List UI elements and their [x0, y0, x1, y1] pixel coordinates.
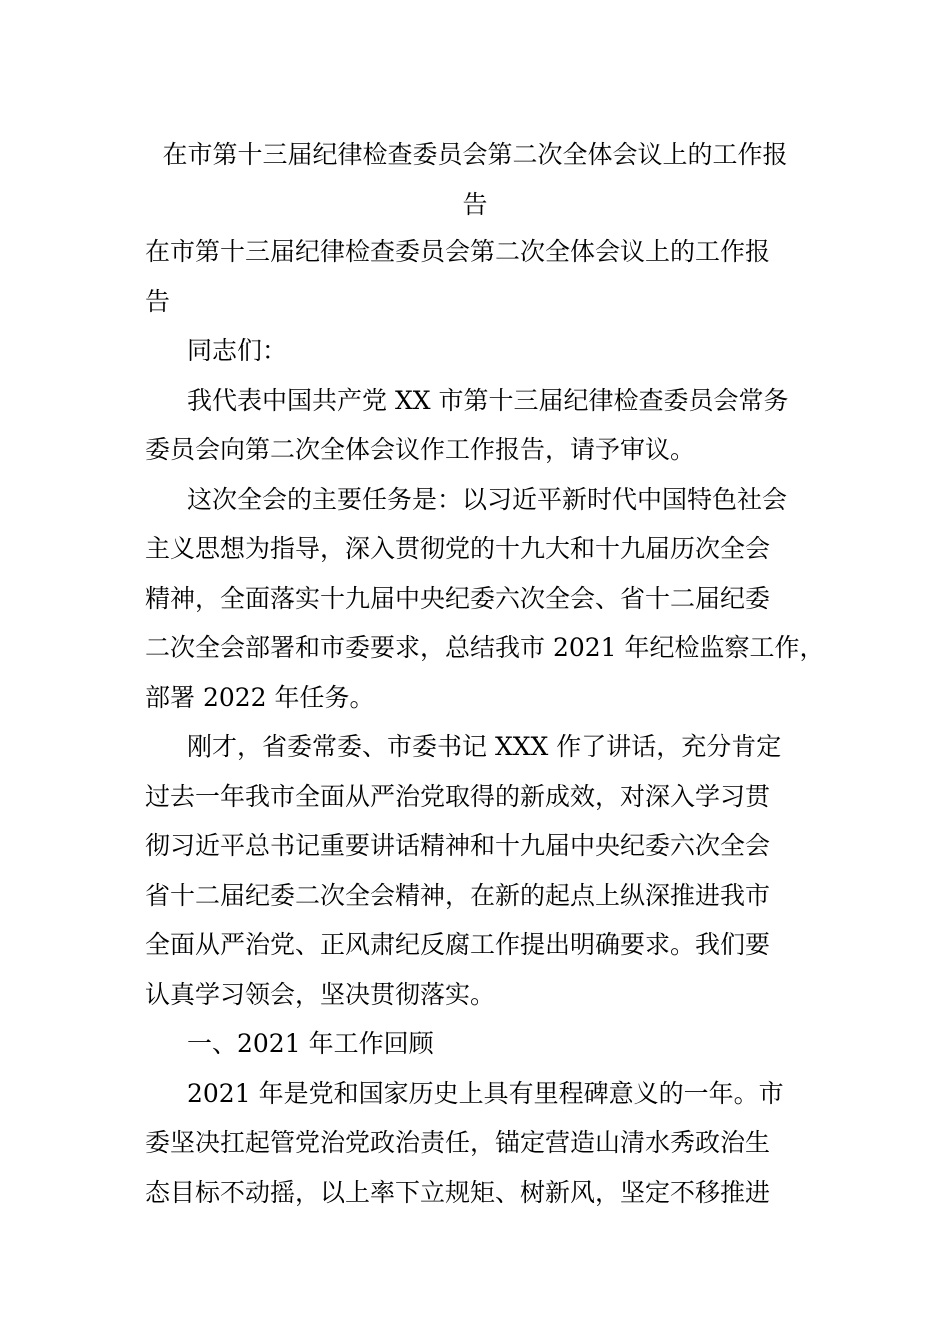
paragraph-line: 彻习近平总书记重要讲话精神和十九届中央纪委六次全会: [145, 831, 771, 860]
paragraph-line: 态目标不动摇，以上率下立规矩、树新风，坚定不移推进: [145, 1177, 771, 1207]
paragraph-line: 刚才，省委常委、市委书记 XXX 作了讲话，充分肯定: [187, 732, 782, 761]
section-heading: [145, 1019, 825, 1069]
paragraph-4: [145, 1069, 825, 1218]
document-title: [140, 130, 810, 229]
paragraph-line: 我代表中国共产党 XX 市第十三届纪律检查委员会常务: [187, 385, 789, 415]
subtitle: [145, 227, 825, 326]
paragraph-line: 这次全会的主要任务是：以习近平新时代中国特色社会: [187, 484, 788, 514]
paragraph-1: [145, 376, 825, 475]
subtitle-line: 在市第十三届纪律检查委员会第二次全体会议上的工作报: [145, 237, 771, 266]
paragraph-line: 精神，全面落实十九届中央纪委六次全会、省十二届纪委: [145, 583, 771, 613]
salutation-line: 同志们：: [187, 336, 288, 365]
title-line: 在市第十三届纪律检查委员会第二次全体会议上的工作报: [162, 140, 788, 169]
paragraph-line: 委员会向第二次全体会议作工作报告，请予审议。: [145, 435, 696, 464]
paragraph-line: 省十二届纪委二次全会精神，在新的起点上纵深推进我市: [145, 880, 771, 910]
document-body: [145, 227, 825, 1217]
paragraph-line: 过去一年我市全面从严治党取得的新成效，对深入学习贯: [145, 781, 771, 811]
salutation: [145, 326, 825, 376]
paragraph-line: 全面从严治党、正风肃纪反腐工作提出明确要求。我们要: [145, 930, 771, 959]
title-line: 告: [462, 189, 488, 219]
subtitle-line: 告: [145, 286, 171, 316]
paragraph-line: 二次全会部署和市委要求，总结我市 2021 年纪检监察工作，: [145, 633, 825, 662]
paragraph-line: 部署 2022 年任务。: [145, 682, 375, 712]
paragraph-line: 2021 年是党和国家历史上具有里程碑意义的一年。市: [187, 1078, 784, 1108]
paragraph-line: 认真学习领会，坚决贯彻落实。: [145, 979, 496, 1009]
paragraph-line: 委坚决扛起管党治党政治责任，锚定营造山清水秀政治生: [145, 1128, 771, 1157]
paragraph-2: [145, 475, 825, 723]
section-heading-line: 一、2021 年工作回顾: [187, 1029, 434, 1058]
paragraph-3: [145, 722, 825, 1019]
paragraph-line: 主义思想为指导，深入贯彻党的十九大和十九届历次全会: [145, 534, 771, 563]
